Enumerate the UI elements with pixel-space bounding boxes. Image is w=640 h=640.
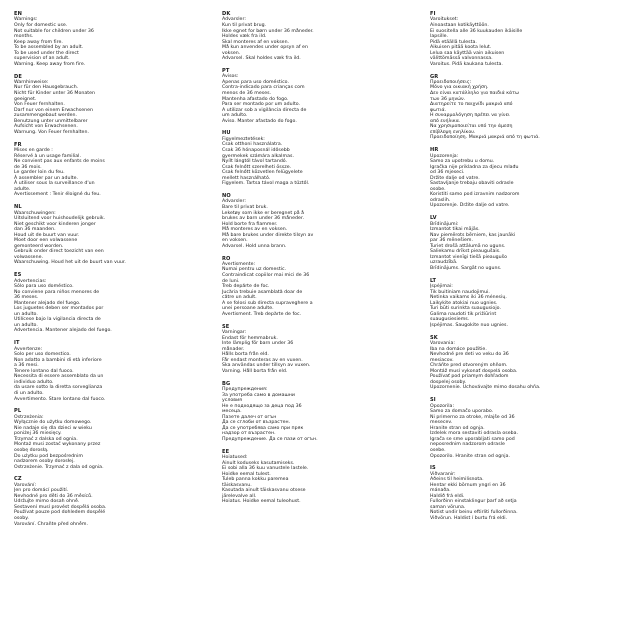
warning-line: Μόνο για οικιακή χρήση.: [430, 85, 489, 91]
warning-line: Csak felnőtt szerelheti össze.: [222, 164, 292, 170]
warning-line: Hålls borta från eld.: [222, 352, 269, 358]
warning-line: Προειδοποιήσεις:: [430, 79, 472, 85]
warning-line: Montáž musí vykonať dospelá osoba.: [430, 368, 518, 374]
warning-line: Warning. Keep away from fire.: [14, 61, 86, 67]
warning-line: Mantener alejado del fuego.: [14, 300, 81, 306]
warning-line: Keep away from fire.: [14, 39, 63, 45]
warning-line: Igrača se sme uporabljati samo pod: [430, 436, 515, 442]
warning-line: Samo za upotrebu u domu.: [430, 159, 495, 165]
warning-line: Aðeins til heimilisnota.: [430, 477, 484, 483]
warning-line: Používať pod priamym dohľadom: [430, 374, 509, 380]
language-code: HU: [222, 130, 231, 137]
warning-line: Sastavljanje trebaju obaviti odrasle: [430, 181, 514, 187]
warning-section-pt: [222, 68, 422, 124]
warning-section-lv: [430, 215, 636, 271]
warning-line: Avvertenze:: [14, 346, 43, 352]
warning-line: Izdelek mora sestaviti odrasla oseba.: [430, 431, 519, 437]
warning-line: За употреба само в домашни: [222, 392, 295, 398]
warning-line: volwassene.: [14, 254, 43, 260]
warning-section-de: [14, 74, 212, 136]
warning-line: Csak otthoni használatra.: [222, 142, 283, 148]
warning-line: Warnings:: [14, 17, 38, 23]
warning-line: Používat pouze pod dohledem dospělé: [14, 510, 106, 516]
warning-line: od 36 mjeseci.: [430, 170, 465, 176]
language-code: ES: [14, 272, 22, 279]
warning-line: Mantenha afastado do fogo.: [222, 96, 289, 102]
warning-line: mellett használható.: [222, 175, 271, 181]
warning-line: Varování. Chraňte před ohněm.: [14, 521, 89, 527]
warning-line: Tenere lontano dal fuoco.: [14, 368, 74, 374]
warning-line: Viðvörun. Haldist í burtu frá eldi.: [430, 516, 508, 522]
warning-line: À assembler par un adulte.: [14, 175, 79, 181]
language-code: HR: [430, 147, 439, 154]
warning-line: Nur für den Hausgebrauch.: [14, 85, 79, 91]
warning-line: poniżej 36 miesięcy.: [14, 431, 62, 437]
warning-line: Saliekamu drīkst pieaugušais.: [430, 249, 501, 255]
warning-line: Ei suositella alle 36 kuukauden ikäisille: [430, 28, 523, 34]
warning-line: unei persoane adulte.: [222, 306, 274, 312]
warning-line: Skal monteres af en voksen.: [222, 39, 290, 45]
warning-line: Bare til privat bruk.: [222, 204, 268, 210]
warning-line: Tuleb panna kokku paremea: [222, 477, 289, 483]
warning-line: Pidä etäällä tulesta.: [430, 39, 477, 45]
warning-line: Darf nur von einem Erwachsenen: [14, 107, 94, 113]
warning-line: Ei sobi alla 36 kuu vanustele lastele.: [222, 466, 309, 472]
warning-line: месеца.: [222, 409, 242, 415]
warning-line: lapsille.: [430, 34, 449, 40]
warning-line: en voksen.: [222, 238, 248, 244]
warning-line: Sestavení musí provést dospělá osoba.: [14, 504, 107, 510]
warning-line: Advarsel. Hold unna brann.: [222, 243, 287, 249]
warning-line: Izmantot tikai mājās.: [430, 227, 480, 233]
warning-line: Får endast monteras av en vuxen.: [222, 357, 303, 363]
warning-line: Ikke egnet for børn under 36 måneder.: [222, 28, 314, 34]
warning-line: Moet door een volwassene: [14, 238, 78, 244]
warning-line: Opozorila:: [430, 403, 455, 409]
warning-line: Chráňte pred otvoreným ohňom.: [430, 363, 508, 369]
warning-section-it: [14, 340, 212, 402]
warning-line: gemonteerd worden.: [14, 243, 64, 249]
warning-line: Not suitable for children under 36: [14, 28, 94, 34]
language-code: EE: [222, 448, 230, 455]
language-code: IS: [430, 465, 436, 472]
warning-line: Warnung. Von Feuer fernhalten.: [14, 129, 89, 135]
warning-line: Réservé à un usage familial.: [14, 153, 81, 159]
warning-line: supervision of an adult.: [14, 56, 70, 62]
warning-line: Montaż musi zostać wykonany przez: [14, 442, 101, 448]
warning-line: Trzymać z dalska od ognia.: [14, 436, 78, 442]
warning-section-en: [14, 11, 212, 67]
language-code: SK: [430, 334, 438, 341]
warning-line: di un adulto.: [14, 391, 44, 396]
warning-line: Avertismente:: [222, 261, 256, 267]
warning-line: Η συναρμολόγηση πρέπει να γίνει: [430, 113, 510, 119]
warning-section-fi: [430, 11, 636, 67]
warning-line: Numai pentru uz domestic.: [222, 267, 287, 273]
warning-line: Csak 36 hónaposnál idősebb: [222, 147, 290, 153]
warning-section-lt: [430, 278, 636, 329]
language-code: BG: [222, 380, 231, 387]
language-code: CZ: [14, 476, 22, 483]
warning-line: Solo per uso domestico.: [14, 352, 71, 358]
warning-line: Ainoastaan kotikäyttöön.: [430, 22, 489, 28]
warning-line: individuo adulto.: [14, 379, 54, 385]
warning-line: Hentar ekki börnum yngri en 36: [430, 482, 506, 488]
language-code: RO: [222, 255, 231, 262]
warning-line: Holdes væk fra ild.: [222, 34, 267, 40]
warning-line: brukes av barn under 36 måneder.: [222, 216, 304, 222]
warning-line: Warnhinweise:: [14, 79, 49, 85]
warning-line: Mises en garde :: [14, 147, 53, 153]
warning-section-ee: [222, 449, 422, 505]
warning-section-bg: [222, 381, 422, 443]
warning-line: Προειδοποίηση. Μακριά μακριά από τη φωτιά.: [430, 135, 540, 141]
warning-line: Para ser montado por um adulto.: [222, 102, 301, 108]
warning-line: odraslih.: [430, 197, 451, 203]
warning-section-cz: [14, 476, 212, 527]
warning-line: Avertissement : Tenir éloigné du feu.: [14, 192, 101, 198]
warning-line: À utiliser sous la surveillance d'un: [14, 181, 95, 187]
warning-line: Įspėjimas. Saugokite nuo ugnies.: [430, 322, 509, 328]
warning-line: Turiet drošā attālumā no uguns.: [430, 243, 506, 249]
warning-line: Avvertimento. Stare lontano dal fuoco.: [14, 396, 106, 402]
warning-line: Advertencia. Mantener alejado del fuego.: [14, 328, 112, 334]
warning-line: Ne convient pas aux enfants de moins: [14, 159, 105, 165]
warning-line: Opozorilo. Hranite stran od ognja.: [430, 453, 511, 459]
warning-line: Inte lämplig för barn under 36: [222, 341, 294, 347]
warning-line: Да се сглоби от възрастен.: [222, 420, 291, 426]
warning-line: Hoiatus. Hoidke eemal tuleohust.: [222, 499, 301, 505]
warning-line: månader.: [222, 346, 245, 352]
warning-line: Ni primerno za otroke, mlajše od 36: [430, 414, 515, 420]
warning-line: par 36 mēnešiem.: [430, 238, 474, 244]
column-2: [220, 11, 430, 640]
language-code: NO: [222, 193, 231, 199]
warning-section-no: [222, 193, 422, 249]
warning-section-sk: [430, 335, 636, 391]
warning-line: da usare sotto la diretta sorveglianza: [14, 385, 103, 391]
warning-line: dan 36 maanden.: [14, 227, 56, 233]
warning-line: Von Feuer fernhalten.: [14, 102, 65, 108]
column-1: [14, 11, 220, 640]
warning-line: Brīdinājums. Sargāt no uguns.: [430, 265, 502, 271]
warning-section-fr: [14, 142, 212, 198]
warning-line: Leketøy som ikke er beregnet på å: [222, 210, 305, 216]
warning-line: Не е подходящо за деца под 36: [222, 403, 302, 409]
warning-line: Haldið frá eldi.: [430, 493, 465, 499]
language-code: EN: [14, 11, 22, 17]
warning-line: Non adatto a bambini di età inferiore: [14, 357, 102, 363]
warning-line: osobę dorosłą.: [14, 447, 49, 453]
warning-line: Jucăria trebuie asamblată doar de: [222, 289, 303, 295]
warning-line: voksen.: [222, 50, 241, 56]
warning-line: Varoitukset:: [430, 17, 459, 23]
column-3: [430, 11, 636, 640]
warning-line: Treb depărte de foc.: [222, 284, 270, 290]
warning-line: Only for domestic use.: [14, 22, 68, 28]
warning-line: Предупреждение. Да се пази от огън.: [222, 436, 318, 442]
warning-line: Figyelem. Tartsa távol maga a tűztől.: [222, 181, 310, 187]
warning-line: Gebruik onder direct toezicht van een: [14, 249, 104, 255]
warning-line: Fullorðinn einstaklingur þarf að setja: [430, 499, 517, 505]
warning-line: από ενήλικα.: [430, 118, 461, 124]
warning-line: Nicht für Kinder unter 36 Monaten: [14, 91, 95, 97]
warning-line: Niet geschikt voor kinderen jonger: [14, 221, 96, 227]
warning-line: Aviso. Manter afastado do fogo.: [222, 118, 297, 124]
warning-line: Ska användas under tillsyn av vuxen.: [222, 363, 311, 369]
warning-line: Hranite stran od ognja.: [430, 425, 485, 431]
warning-line: Contraindicat copiilor mai mici de 36: [222, 273, 310, 279]
warning-line: Izmantot vienīgi tiešā pieaugušo: [430, 254, 508, 260]
language-code: DE: [14, 73, 22, 80]
warning-line: geeignet.: [14, 96, 37, 102]
warning-section-pl: [14, 408, 212, 470]
warning-line: Διατηρείτε το παιχνίδι μακριά από: [430, 102, 513, 108]
warning-line: mánaða.: [430, 488, 451, 494]
warning-line: Waarschuwing. Houd het uit de buurt van vuur.: [14, 260, 126, 266]
warning-line: Varningar:: [222, 329, 247, 335]
warning-line: Brīdinājumi:: [430, 221, 459, 227]
warning-line: Udržujte mimo dosah ohně.: [14, 499, 80, 505]
warning-line: Nevhodné pro děti do 36 měsíců.: [14, 493, 93, 499]
language-code: SI: [430, 397, 436, 404]
warning-line: un adulto.: [14, 311, 38, 317]
warning-line: Предупреждения:: [222, 386, 268, 392]
warning-line: Ainult koduseks kasutamiseks.: [222, 460, 295, 466]
warning-line: Må monteres av en voksen.: [222, 227, 288, 233]
warning-line: Utilícese bajo la vigilancia directa de: [14, 317, 101, 323]
warning-section-si: [430, 397, 636, 459]
warning-line: Upozornenie. Uchovávajte mimo dosahu ohňa.: [430, 385, 541, 391]
warning-line: A se folosi sub directa supraveghere a: [222, 300, 313, 306]
warning-line: Må kun anvendes under opsyn af en: [222, 45, 308, 51]
warning-line: Benutzung unter unmittelbarer: [14, 118, 88, 124]
language-code: FI: [430, 11, 436, 17]
warning-section-hu: [222, 130, 422, 186]
warning-line: Laikykite atokiai nuo ugnies.: [430, 300, 498, 306]
warning-line: Hoidke eemal tulest.: [222, 471, 271, 477]
warning-line: Varování:: [14, 482, 37, 488]
warning-line: osobe.: [430, 186, 446, 192]
language-code: GR: [430, 73, 439, 80]
warning-line: Upozorenja:: [430, 153, 459, 159]
warning-line: Avertisment. Treb depărte de foc.: [222, 311, 302, 317]
warning-line: No conviene para niños menores de: [14, 289, 100, 295]
warning-line: saman vöruna.: [430, 504, 466, 510]
warning-line: menos de 36 meses.: [222, 91, 272, 97]
warning-section-dk: [222, 11, 422, 62]
warning-line: Ostrzeżenia:: [14, 414, 44, 420]
warning-line: Držite dalje od vatre.: [430, 175, 480, 181]
language-code: IT: [14, 340, 20, 347]
warning-line: Wyłącznie do użytku domowego.: [14, 420, 92, 426]
warning-line: επίβλεψη ενηλίκου.: [430, 129, 476, 135]
warning-section-is: [430, 465, 636, 521]
language-code: PT: [222, 67, 230, 74]
warning-line: months.: [14, 34, 34, 40]
warning-line: To be used under the direct: [14, 50, 79, 56]
warning-line: Le garder loin du feu.: [14, 170, 65, 176]
warning-line: Koristiti samo pod izravnim nadzorom: [430, 192, 520, 198]
warning-line: Netinka vaikams iki 36 mėnesių.: [430, 295, 507, 301]
warning-line: de luni.: [222, 278, 240, 284]
language-code: DK: [222, 11, 231, 17]
warning-line: Lelua saa käyttää vain aikuisen: [430, 50, 505, 56]
warning-line: Notist undir beinu eftirliti fullorðinna.: [430, 510, 518, 516]
warning-line: mesecev.: [430, 420, 453, 426]
warning-line: Да се употребява само при пряк: [222, 425, 304, 431]
warning-line: Figyelmeztetések:: [222, 136, 265, 142]
warning-line: de 36 mois.: [14, 164, 42, 170]
warning-line: Sólo para uso doméstico.: [14, 284, 74, 290]
warning-line: Varovania:: [430, 341, 455, 347]
warning-line: Aufsicht von Erwachsenen.: [14, 124, 78, 130]
warning-line: Csak felnőtt közvetlen felügyelete: [222, 170, 303, 176]
warning-line: mesiacov.: [430, 357, 454, 363]
warning-line: către un adult.: [222, 295, 257, 301]
warning-line: Να χρησιμοποιείται υπό την άμεση: [430, 124, 513, 130]
warning-line: Nevhodné pre deti vo veku do 36: [430, 352, 509, 358]
warning-line: Iba na domáce použitie.: [430, 346, 487, 352]
warning-line: Jen pro domácí použití.: [14, 488, 69, 494]
warning-section-nl: [14, 204, 212, 266]
warning-section-es: [14, 272, 212, 334]
warning-line: Igračka nije prikladna za djecu mlađu: [430, 164, 519, 170]
warning-line: Turi būti surinkta suaugusiojo.: [430, 306, 501, 312]
language-code: LV: [430, 215, 437, 222]
warning-section-hr: [430, 147, 636, 209]
warning-line: uzraudzībā.: [430, 260, 458, 266]
warning-line: Kun til privat brug.: [222, 22, 267, 28]
warning-line: välittömässä valvonnassa.: [430, 56, 493, 62]
warning-line: osoby.: [14, 516, 29, 522]
warning-line: Necessita di essere assemblato da un: [14, 374, 104, 380]
warning-line: Ostrzeżenie. Trzymać z dala od ognia.: [14, 464, 104, 470]
warning-section-ro: [222, 256, 422, 318]
language-code: FR: [14, 141, 22, 148]
warning-line: Viðvaranir:: [430, 471, 456, 477]
warning-line: Пазете далеч от огън: [222, 414, 277, 420]
warning-line: dospelej osoby.: [430, 379, 467, 385]
warning-line: надзор от възрастен.: [222, 431, 276, 437]
warning-line: Må bare brukes under direkte tilsyn av: [222, 232, 314, 238]
warning-line: Nie nadaje się dla dzieci w wieku: [14, 425, 92, 431]
warning-line: Advarsler:: [222, 199, 246, 205]
warning-line: Contra-indicado para crianças com: [222, 85, 305, 91]
warning-line: Aikuisen pitää koota lelut.: [430, 45, 492, 51]
warning-line: Tik buitiniam naudojimui.: [430, 289, 490, 295]
warning-line: A utilizar sob a vigilância directa de: [222, 107, 307, 113]
warning-line: Houd uit de buurt van vuur.: [14, 232, 80, 238]
warning-line: täiskasvanu.: [222, 482, 252, 488]
warning-line: φωτιά.: [430, 107, 447, 113]
warning-line: Waarschuwingen:: [14, 210, 56, 216]
language-code: PL: [14, 408, 22, 415]
warning-line: Los juguetes deben ser montados por: [14, 306, 104, 312]
warning-line: Varning. Håll borta från eld.: [222, 368, 288, 374]
warning-line: Upozorenje. Držite dalje od vatre.: [430, 203, 510, 209]
warning-line: neposrednim nadzorom odrasle: [430, 442, 505, 448]
warning-line: Samo za domačo uporabo.: [430, 409, 494, 415]
warning-line: Nyílt lángtól távol tartandó.: [222, 159, 288, 165]
warning-line: Kasutada ainult täiskasvanu otsese: [222, 488, 306, 494]
warning-line: osebe.: [430, 447, 446, 453]
warning-line: um adulto.: [222, 113, 248, 119]
warning-line: Hoiatused:: [222, 455, 248, 461]
warning-line: Endast för hemmabruk.: [222, 335, 278, 341]
warning-line: Avisos:: [222, 74, 239, 80]
warning-line: Advarsler:: [222, 17, 246, 23]
warning-line: Varoitus. Pidä kaukana tulesta.: [430, 61, 503, 67]
warning-line: Advertencias:: [14, 278, 47, 284]
warning-line: Do użytku pod bezpośrednim: [14, 453, 83, 459]
warning-line: Galima naudoti tik prižiūrint: [430, 311, 497, 317]
warning-line: järelevalve all.: [222, 493, 257, 499]
language-code: LT: [430, 277, 437, 284]
warning-line: suaugusiesiems.: [430, 317, 470, 323]
warning-line: gyermekek számára alkalmas.: [222, 153, 294, 159]
warning-line: adulte.: [14, 186, 31, 192]
warning-line: των 36 μηνών.: [430, 96, 466, 102]
warning-line: Δεν είναι κατάλληλο για παιδιά κάτω: [430, 91, 519, 97]
warning-line: nadzorem osoby dorosłej.: [14, 459, 75, 465]
warning-line: Uitsluitend voor huishoudelijk gebruik.: [14, 216, 106, 222]
warning-line: Įspėjimai:: [430, 284, 453, 290]
warning-line: zusammengebaut werden.: [14, 113, 78, 119]
warning-section-se: [222, 324, 422, 375]
warning-section-gr: [430, 74, 636, 141]
language-code: SE: [222, 323, 230, 330]
warning-line: условия: [222, 398, 242, 404]
warning-line: Hold borte fra flammer.: [222, 221, 278, 227]
warning-line: a 36 mesi.: [14, 363, 39, 369]
language-code: NL: [14, 204, 22, 211]
warning-line: To be assembled by an adult.: [14, 45, 84, 51]
warning-line: Nav piemērots bērniem, kas jaunāki: [430, 232, 516, 238]
warning-line: Advarsel. Skal holdes væk fra ild.: [222, 56, 301, 62]
warning-line: un adulto.: [14, 322, 38, 328]
warning-line: 36 meses.: [14, 295, 39, 301]
warning-line: Apenas para uso doméstico.: [222, 79, 289, 85]
